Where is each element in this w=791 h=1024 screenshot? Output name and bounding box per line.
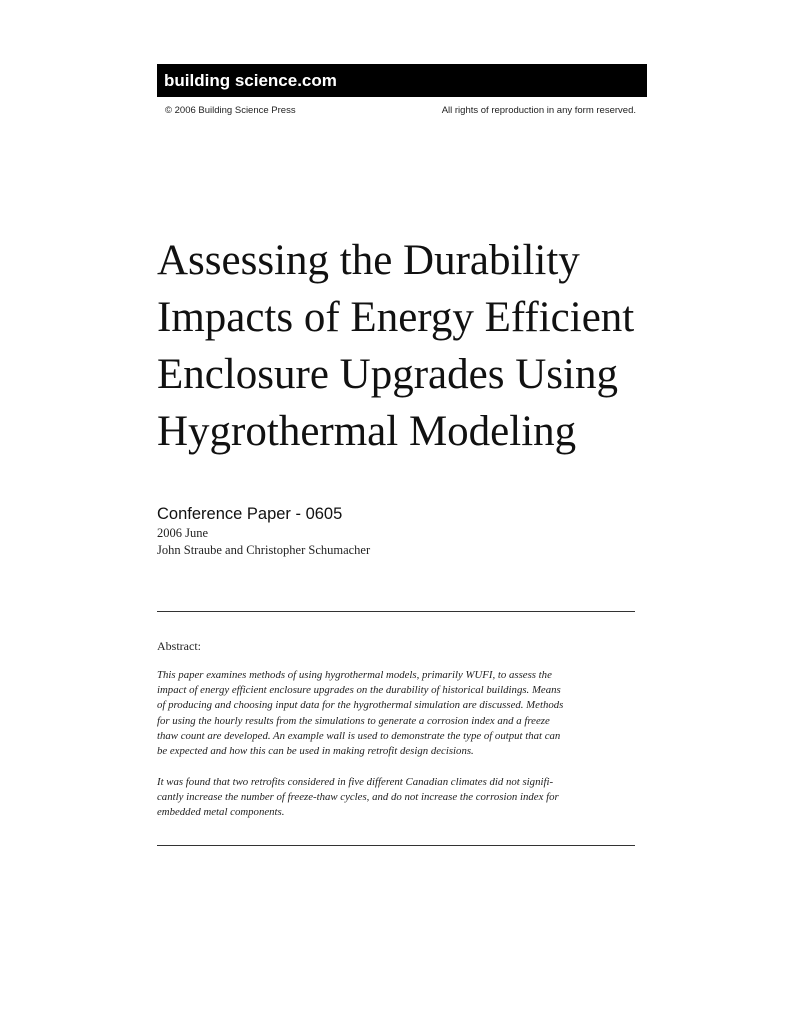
abstract-line: impact of energy efficient enclosure upgrades on the durability of historical buildings. Means [157,684,561,697]
abstract-line: of producing and choosing input data for the hygrothermal simulation are discussed. Methods [157,699,564,712]
abstract-paragraph-1 [157,668,643,759]
title-line: Hygrothermal Modeling [157,408,577,455]
divider-bottom [157,845,635,846]
title-line: Impacts of Energy Efficient [157,294,635,341]
abstract-label: Abstract: [157,639,201,653]
title-line: Enclosure Upgrades Using [157,351,618,398]
abstract-line: cantly increase the number of freeze-thaw cycles, and do not increase the corrosion index for [157,791,559,804]
abstract-line: It was found that two retrofits considered in five different Canadian climates did not signifi- [157,776,554,788]
abstract-line: embedded metal components. [157,806,285,819]
divider-top [157,611,635,612]
paper-type: Conference Paper - 0605 [157,505,343,523]
paper-title [157,232,717,460]
rights-notice: All rights of reproduction in any form reserved. [441,105,636,116]
paper-date: 2006 June [157,526,209,540]
abstract-line: This paper examines methods of using hygrothermal models, primarily WUFI, to assess the [157,669,552,681]
brand-banner [157,64,647,97]
paper-authors: John Straube and Christopher Schumacher [157,543,371,557]
abstract-line: thaw count are developed. An example wall is used to demonstrate the type of output that can [157,729,561,742]
brand-name: building science.com [164,71,337,90]
copyright-notice: © 2006 Building Science Press [165,105,296,116]
abstract-paragraph-2 [157,775,643,821]
abstract-line: be expected and how this can be used in making retrofit design decisions. [157,745,474,758]
title-line: Assessing the Durability [157,237,580,284]
abstract-line: for using the hourly results from the simulations to generate a corrosion index and a freeze [157,714,550,727]
